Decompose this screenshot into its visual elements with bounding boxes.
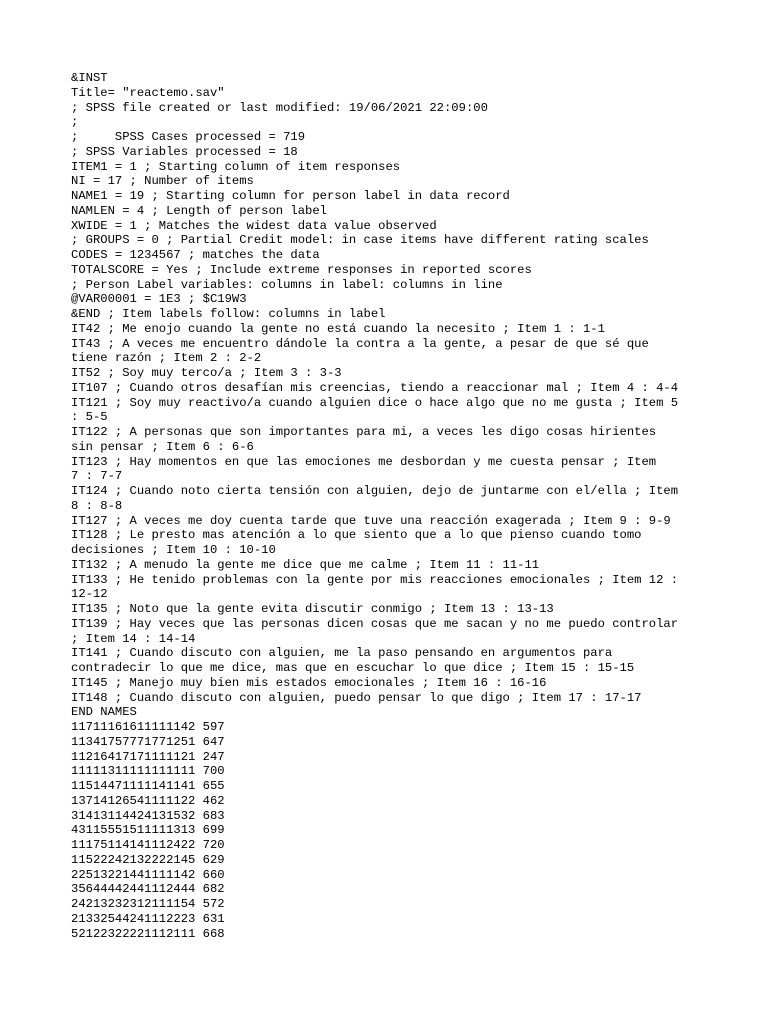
text-line: ; SPSS Variables processed = 18 — [71, 144, 298, 159]
item-label-line: : 5-5 — [71, 410, 108, 425]
control-file-text — [71, 71, 711, 941]
data-record-line: 24213232312111154 572 — [71, 897, 225, 911]
item-label-line: IT124 ; Cuando noto cierta tensión con alguien, dejo de juntarme con el/ella ; Item — [71, 484, 679, 498]
item-label-line: IT139 ; Hay veces que las personas dicen cosas que me sacan y no me puedo controlar — [71, 616, 679, 631]
data-record-line: 43115551511111313 699 — [71, 823, 225, 838]
text-line: NAME1 = 19 ; Starting column for person label in data record — [71, 189, 510, 203]
text-line: ; SPSS file created or last modified: 19/06/2021 22:09:00 — [71, 100, 488, 115]
item-label-line: IT52 ; Soy muy terco/a ; Item 3 : 3-3 — [71, 366, 342, 380]
data-record-line: 31413114424131532 683 — [71, 808, 225, 823]
text-line: &INST — [71, 71, 108, 85]
item-label-line: IT127 ; A veces me doy cuenta tarde que tuve una reacción exagerada ; Item 9 : 9-9 — [71, 513, 671, 528]
item-label-line: ; Item 14 : 14-14 — [71, 631, 196, 646]
item-label-line: IT107 ; Cuando otros desafían mis creencias, tiendo a reaccionar mal ; Item 4 : 4-4 — [71, 380, 679, 395]
data-record-line: 11522242132222145 629 — [71, 852, 225, 867]
item-label-line: tiene razón ; Item 2 : 2-2 — [71, 351, 262, 366]
item-label-line: IT43 ; A veces me encuentro dándole la contra a la gente, a pesar de que sé que — [71, 336, 649, 351]
data-record-line: 11111311111111111 700 — [71, 764, 225, 779]
data-record-line: 35644442441112444 682 — [71, 882, 225, 897]
text-line: @VAR00001 = 1E3 ; $C19W3 — [71, 292, 247, 307]
item-label-line: IT128 ; Le presto mas atención a lo que siento que a lo que pienso cuando tomo — [71, 528, 642, 543]
text-line: ; GROUPS = 0 ; Partial Credit model: in case items have different rating scales — [71, 233, 649, 248]
item-label-line: IT42 ; Me enojo cuando la gente no está cuando la necesito ; Item 1 : 1-1 — [71, 321, 605, 336]
data-record-line: 11341757771771251 647 — [71, 734, 225, 749]
text-line: XWIDE = 1 ; Matches the widest data value observed — [71, 218, 437, 233]
data-record-line: 11514471111141141 655 — [71, 779, 225, 793]
text-line: ; Person Label variables: columns in label: columns in line — [71, 277, 503, 292]
data-record-line: 11216417171111121 247 — [71, 749, 225, 764]
text-line: ; SPSS Cases processed = 719 — [71, 130, 306, 144]
item-label-line: IT133 ; He tenido problemas con la gente por mis reacciones emocionales ; Item 12 : — [71, 572, 679, 587]
item-label-line: sin pensar ; Item 6 : 6-6 — [71, 439, 254, 454]
item-label-line: 12-12 — [71, 587, 108, 602]
text-line: &END ; Item labels follow: columns in label — [71, 307, 386, 321]
text-line: NI = 17 ; Number of items — [71, 174, 254, 189]
text-line: ITEM1 = 1 ; Starting column of item responses — [71, 159, 401, 174]
item-label-line: 7 : 7-7 — [71, 469, 123, 484]
text-line: END NAMES — [71, 705, 137, 720]
item-label-line: IT121 ; Soy muy reactivo/a cuando alguien dice o hace algo que no me gusta ; Item 5 — [71, 395, 679, 410]
text-line: ; — [71, 115, 79, 130]
item-label-line: IT141 ; Cuando discuto con alguien, me la paso pensando en argumentos para — [71, 646, 613, 661]
item-label-line: IT135 ; Noto que la gente evita discutir conmigo ; Item 13 : 13-13 — [71, 602, 554, 616]
data-record-line: 21332544241112223 631 — [71, 911, 225, 926]
item-label-line: IT148 ; Cuando discuto con alguien, puedo pensar lo que digo ; Item 17 : 17-17 — [71, 690, 642, 705]
item-label-line: decisiones ; Item 10 : 10-10 — [71, 543, 276, 557]
item-label-line: IT122 ; A personas que son importantes para mi, a veces les digo cosas hirientes — [71, 425, 657, 439]
text-line: Title= "reactemo.sav" — [71, 85, 225, 100]
text-line: CODES = 1234567 ; matches the data — [71, 248, 320, 262]
item-label-line: IT123 ; Hay momentos en que las emociones me desbordan y me cuesta pensar ; Item — [71, 454, 657, 469]
data-record-line: 11711161611111142 597 — [71, 720, 225, 734]
text-line: NAMLEN = 4 ; Length of person label — [71, 203, 327, 218]
item-label-line: IT145 ; Manejo muy bien mis estados emocionales ; Item 16 : 16-16 — [71, 675, 547, 690]
data-record-line: 22513221441111142 660 — [71, 867, 225, 882]
data-record-line: 52122322221112111 668 — [71, 926, 225, 941]
item-label-line: 8 : 8-8 — [71, 498, 123, 513]
data-record-line: 11175114141112422 720 — [71, 838, 225, 852]
item-label-line: contradecir lo que me dice, mas que en escuchar lo que dice ; Item 15 : 15-15 — [71, 661, 635, 675]
data-record-line: 13714126541111122 462 — [71, 793, 225, 808]
item-label-line: IT132 ; A menudo la gente me dice que me calme ; Item 11 : 11-11 — [71, 557, 540, 572]
text-line: TOTALSCORE = Yes ; Include extreme responses in reported scores — [71, 262, 532, 277]
